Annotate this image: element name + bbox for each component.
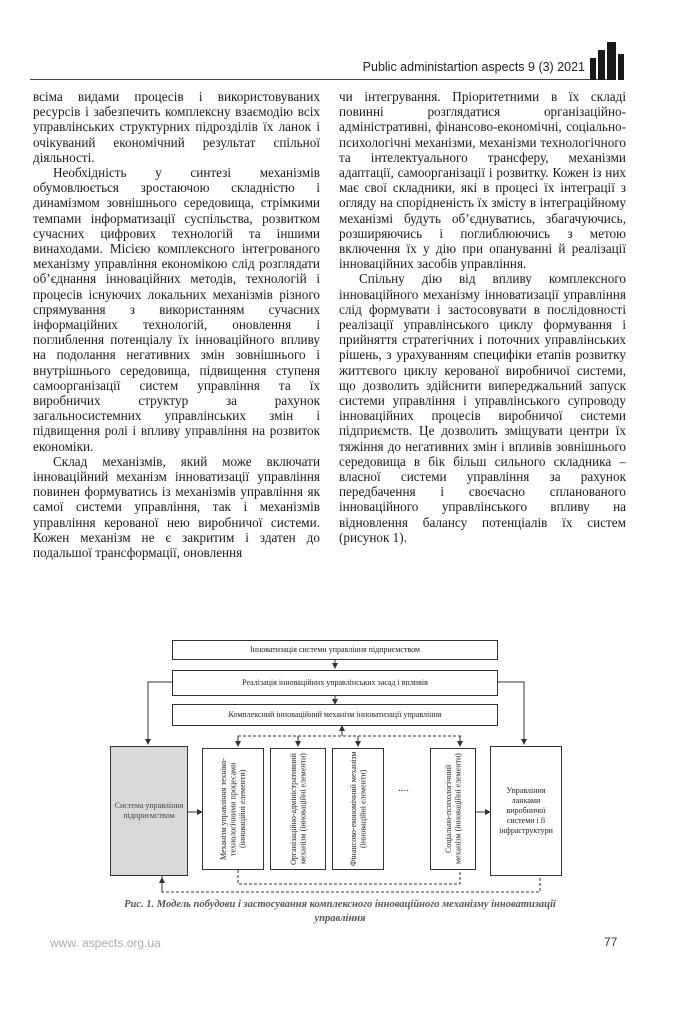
header-rule: [30, 79, 610, 80]
right-column: [339, 89, 626, 545]
mechanism-box-org-admin: Організаційно-адміністративний механізм (інноваційні елементи): [270, 748, 326, 870]
journal-title: Public administartion aspects 9 (3) 2021: [362, 60, 585, 74]
left-box-management-system: Система управління підприємством: [110, 746, 188, 876]
journal-logo-icon: [588, 40, 628, 80]
left-paragraph-2: Необхідність у синтезі механізмів обумовлюється зростаючою складністю і динамізмом зовнішнього середовища, стрімкими темпами інформатизації суспільства, розвитком сучасних цифрових технологій та іншими винаходами. Місією комплексного інтегрованого механізму управління економікою слід розглядати об’єднання інноваційних методів, технологій і процесів існуючих локальних механізмів різного спрямування з використанням сучасних інформаційних технологій, оновлення і поглиблення потенціалу їх інноваційного впливу на подолання негативних змін зовнішнього і внутрішнього середовища, підвищення ступеня самоорганізації систем управління та їх виробничих структур за рахунок загальносистемних управлінських змін і підвищення ролі і впливу управління на розвиток економіки.: [33, 165, 320, 454]
right-paragraph-2: Спільну дію від впливу комплексного інноваційного механізму інноватизації управління слід формувати і застосовувати в послідовності реалізації управлінського циклу формування і прийняття стратегічних і поточних управлінських рішень, з урахуванням специфіки етапів розвитку життєвого циклу керованої виробничої системи, що дозволить здійснити випереджальний запуск системи управління і управлінського супроводу інноваційних процесів виробничої системи підприємств. Це дозволить зміщувати центри їх тяжіння до негативних змін і впливів зовнішнього середовища в бік більш сильного складника – власної системи управління за рахунок передбачення і своєчасно спланованого інноваційного управлінського впливу на відновлення балансу потенціалів їх систем (рисунок 1).: [339, 271, 626, 545]
footer-url: www. aspects.org.ua: [50, 936, 161, 950]
left-column: [33, 89, 320, 560]
figure-caption: Рис. 1. Модель побудови і застосування комплексного інноваційного механізму інноватизації управління: [124, 899, 556, 924]
mechanism-box-social: Соціально-психологічний механізм (інноваційні елементи): [430, 748, 476, 870]
left-paragraph-3: Склад механізмів, який може включати інноваційний механізм інноватизації управління повинен формуватись із механізмів управління як самої системи управління, так і механізмів управління керованої нею виробничої системи. Кожен механізм не є закритим і здатен до подальшої трансформації, оновлення: [33, 453, 320, 561]
mechanism-ellipsis: ....: [398, 782, 409, 794]
top-box-realization: Реалізація інноваційних управлінських засад і впливів: [172, 670, 498, 696]
mechanism-box-tech: Механізм управління техніко-технологічними процесами (інноваційні елементи): [202, 748, 264, 870]
figure-diagram: [110, 632, 560, 894]
right-paragraph-1: чи інтегрування. Пріоритетними в їх складі повинні розглядатися організаційно-адміністративні, фінансово-економічні, соціально-психологічні механізми, механізми технологічного та інтелектуального трансферу, механізми адаптації, самоорганізації і розвитку. Кожен із них має свої складники, які в процесі їх інтеграції з огляду на спорідненість їх змісту в інтеграційному механізмі будуть об’єднуватись, збагачуючись, розширяючись і поглиблюючись з метою включення їх у дію при опануванні й реалізації інноваційних засобів управління.: [339, 89, 626, 272]
page-number: 77: [604, 935, 618, 949]
top-box-complex-mechanism: Комплексний інноваційний механізм інноватизації управління: [172, 704, 498, 726]
mechanism-box-finance: Фінансово-економічний механізм (інноваційні елементи): [332, 748, 384, 870]
left-paragraph-1: всіма видами процесів і використовуваних ресурсів і забезпечить комплексну взаємодію всіх управлінських структурних підрозділів їх ланок і очікуваний економічний результат спільної діяльності.: [33, 89, 320, 165]
right-box-production-units: Управління ланками виробничої системи і її інфраструктури: [490, 746, 562, 876]
top-box-innovatization: Інноватизація системи управління підприємством: [172, 640, 498, 660]
